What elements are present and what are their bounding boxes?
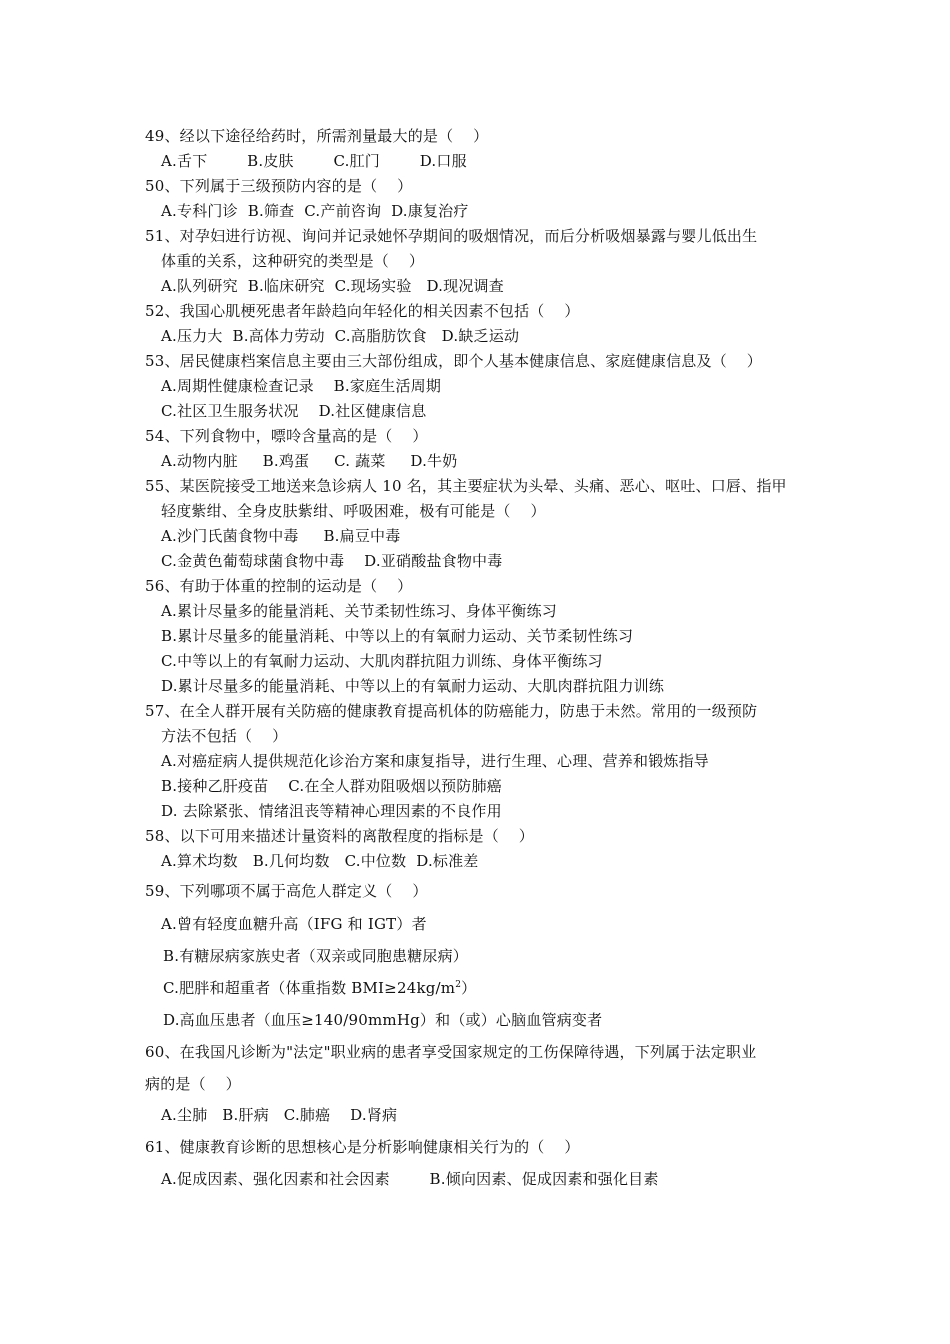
question-50-options: A.专科门诊 B.筛查 C.产前咨询 D.康复治疗 bbox=[161, 202, 469, 220]
question-59-option-c: C.肥胖和超重者（体重指数 BMI≥24kg/m bbox=[163, 979, 456, 997]
question-52-stem: 52、我国心肌梗死患者年龄趋向年轻化的相关因素不包括（ ） bbox=[145, 302, 580, 320]
question-60-stem: 60、在我国凡诊断为"法定"职业病的患者享受国家规定的工伤保障待遇，下列属于法定职业 bbox=[145, 1043, 757, 1061]
question-59-stem: 59、下列哪项不属于高危人群定义（ ） bbox=[145, 882, 428, 900]
question-56-option-c: C.中等以上的有氧耐力运动、大肌肉群抗阻力训练、身体平衡练习 bbox=[161, 652, 603, 670]
question-55-stem: 55、某医院接受工地送来急诊病人 10 名，其主要症状为头晕、头痛、恶心、呕吐、口唇、指甲 bbox=[145, 477, 787, 495]
question-59-option-a: A.曾有轻度血糖升高（IFG 和 IGT）者 bbox=[161, 915, 427, 933]
question-53-options-1: A.周期性健康检查记录 B.家庭生活周期 bbox=[161, 377, 442, 395]
question-55-options-1: A.沙门氏菌食物中毒 B.扁豆中毒 bbox=[161, 527, 401, 545]
question-58-stem: 58、以下可用来描述计量资料的离散程度的指标是（ ） bbox=[145, 827, 534, 845]
question-57-stem: 57、在全人群开展有关防癌的健康教育提高机体的防癌能力，防患于未然。常用的一级预防 bbox=[145, 702, 758, 720]
question-50-stem: 50、下列属于三级预防内容的是（ ） bbox=[145, 177, 413, 195]
question-55-stem-cont: 轻度紫绀、全身皮肤紫绀、呼吸困难，极有可能是（ ） bbox=[161, 502, 546, 520]
question-61-stem: 61、健康教育诊断的思想核心是分析影响健康相关行为的（ ） bbox=[145, 1138, 580, 1156]
question-61-options: A.促成因素、强化因素和社会因素 B.倾向因素、促成因素和强化目素 bbox=[161, 1170, 659, 1188]
question-57-options-bc: B.接种乙肝疫苗 C.在全人群劝阻吸烟以预防肺癌 bbox=[161, 777, 502, 795]
question-59-option-c-close: ） bbox=[461, 979, 477, 997]
question-56-option-a: A.累计尽量多的能量消耗、关节柔韧性练习、身体平衡练习 bbox=[161, 602, 558, 620]
question-54-stem: 54、下列食物中，嘌呤含量高的是（ ） bbox=[145, 427, 428, 445]
question-58-options: A.算术均数 B.几何均数 C.中位数 D.标准差 bbox=[161, 852, 479, 870]
question-59-option-b: B.有糖尿病家族史者（双亲或同胞患糖尿病） bbox=[163, 947, 468, 965]
question-59-option-c-line bbox=[163, 978, 476, 998]
superscript-two: 2 bbox=[455, 980, 462, 990]
question-57-option-a: A.对癌症病人提供规范化诊治方案和康复指导，进行生理、心理、营养和锻炼指导 bbox=[161, 752, 710, 770]
question-51-options: A.队列研究 B.临床研究 C.现场实验 D.现况调查 bbox=[161, 277, 504, 295]
question-60-stem-cont: 病的是（ ） bbox=[145, 1075, 241, 1093]
question-53-options-2: C.社区卫生服务状况 D.社区健康信息 bbox=[161, 402, 427, 420]
question-60-options: A.尘肺 B.肝病 C.肺癌 D.肾病 bbox=[161, 1106, 398, 1124]
question-57-stem-cont: 方法不包括（ ） bbox=[161, 727, 288, 745]
question-49-options: A.舌下 B.皮肤 C.肛门 D.口服 bbox=[161, 152, 467, 170]
question-59-option-d: D.高血压患者（血压≥140/90mmHg）和（或）心脑血管病变者 bbox=[163, 1011, 603, 1029]
question-56-option-b: B.累计尽量多的能量消耗、中等以上的有氧耐力运动、关节柔韧性练习 bbox=[161, 627, 634, 645]
question-51-stem: 51、对孕妇进行访视、询问并记录她怀孕期间的吸烟情况，而后分析吸烟暴露与婴儿低出生 bbox=[145, 227, 758, 245]
question-49-stem: 49、经以下途径给药时，所需剂量最大的是（ ） bbox=[145, 127, 489, 145]
question-56-stem: 56、有助于体重的控制的运动是（ ） bbox=[145, 577, 413, 595]
question-56-option-d: D.累计尽量多的能量消耗、中等以上的有氧耐力运动、大肌肉群抗阻力训练 bbox=[161, 677, 665, 695]
question-57-option-d: D. 去除紧张、情绪沮丧等精神心理因素的不良作用 bbox=[161, 802, 502, 820]
question-52-options: A.压力大 B.高体力劳动 C.高脂肪饮食 D.缺乏运动 bbox=[161, 327, 520, 345]
question-53-stem: 53、居民健康档案信息主要由三大部份组成，即个人基本健康信息、家庭健康信息及（ ） bbox=[145, 352, 762, 370]
question-55-options-2: C.金黄色葡萄球菌食物中毒 D.亚硝酸盐食物中毒 bbox=[161, 552, 503, 570]
question-54-options: A.动物内脏 B.鸡蛋 C. 蔬菜 D.牛奶 bbox=[161, 452, 458, 470]
question-51-stem-cont: 体重的关系，这种研究的类型是（ ） bbox=[161, 252, 425, 270]
